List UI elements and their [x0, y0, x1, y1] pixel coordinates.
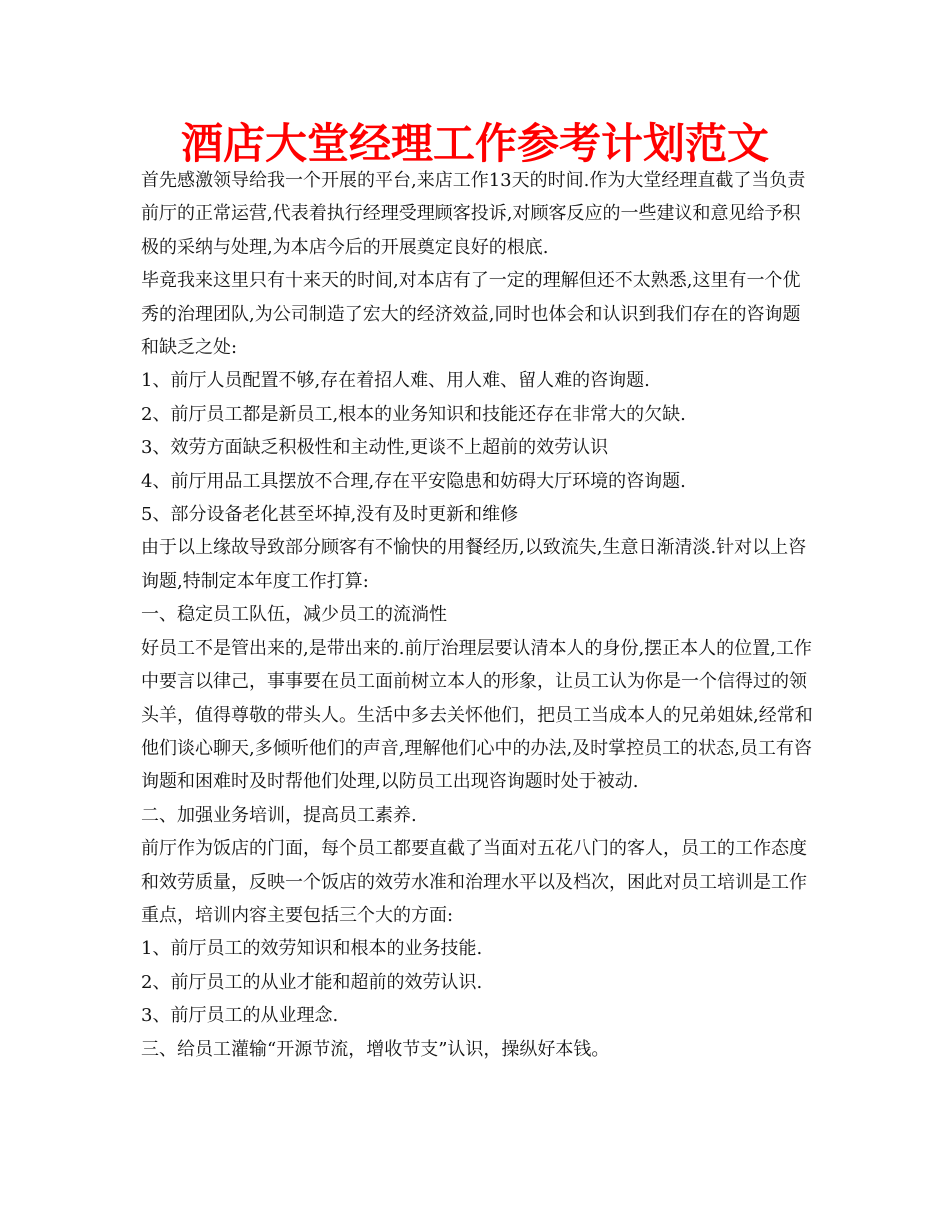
document-title: 酒店大堂经理工作参考计划范文: [180, 119, 769, 168]
paragraph: 由于以上缘故导致部分顾客有不愉快的用餐经历,以致流失,生意日渐清淡.针对以上咨询题,特制定本年度工作打算:: [141, 537, 807, 592]
list-item: 1、前厅人员配置不够,存在着招人难、用人难、留人难的咨询题.: [141, 370, 650, 392]
list-item: 5、部分设备老化甚至坏掉,没有及时更新和维修: [141, 504, 519, 526]
list-item: 2、前厅员工都是新员工,根本的业务知识和技能还存在非常大的欠缺.: [141, 403, 686, 425]
section-heading: 三、给员工灌输“开源节流，增收节支”认识，操纵好本钱。: [141, 1038, 610, 1060]
paragraph: 前厅作为饭店的门面，每个员工都要直截了当面对五花八门的客人，员工的工作态度和效劳质量，反映一个饭店的效劳水准和治理水平以及档次，困此对员工培训是工作重点，培训内容主要包括三个大的方面:: [141, 838, 807, 926]
list-item: 3、前厅员工的从业理念.: [141, 1005, 339, 1027]
section-heading: 一、稳定员工队伍，减少员工的流淌性: [141, 604, 447, 626]
section-heading: 二、加强业务培训，提高员工素养.: [141, 804, 417, 826]
document-body: [141, 164, 813, 1066]
list-item: 2、前厅员工的从业才能和超前的效劳认识.: [141, 971, 483, 993]
list-item: 4、前厅用品工具摆放不合理,存在平安隐患和妨碍大厅环境的咨询题.: [141, 470, 686, 492]
paragraph: 好员工不是管出来的,是带出来的.前厅治理层要认清本人的身份,摆正本人的位置,工作中要言以律己，事事要在员工面前树立本人的形象，让员工认为你是一个信得过的领头羊，值得尊敬的带头人。生活中多去关怀他们，把员工当成本人的兄弟姐妹,经常和他们谈心聊天,多倾听他们的声音,理解他们心中的办法,及时掌控员工的状态,员工有咨询题和困难时及时帮他们处理,以防员工出现咨询题时处于被动.: [141, 637, 813, 793]
list-item: 3、效劳方面缺乏积极性和主动性,更谈不上超前的效劳认识: [141, 437, 609, 459]
paragraph: 毕竟我来这里只有十来天的时间,对本店有了一定的理解但还不太熟悉,这里有一个优秀的治理团队,为公司制造了宏大的经济效益,同时也体会和认识到我们存在的咨询题和缺乏之处:: [141, 270, 801, 359]
paragraph: 首先感激领导给我一个开展的平台,来店工作13天的时间.作为大堂经理直截了当负责前厅的正常运营,代表着执行经理受理顾客投诉,对顾客反应的一些建议和意见给予积极的采纳与处理,为本店今后的开展奠定良好的根底.: [141, 170, 806, 258]
list-item: 1、前厅员工的效劳知识和根本的业务技能.: [141, 938, 483, 960]
